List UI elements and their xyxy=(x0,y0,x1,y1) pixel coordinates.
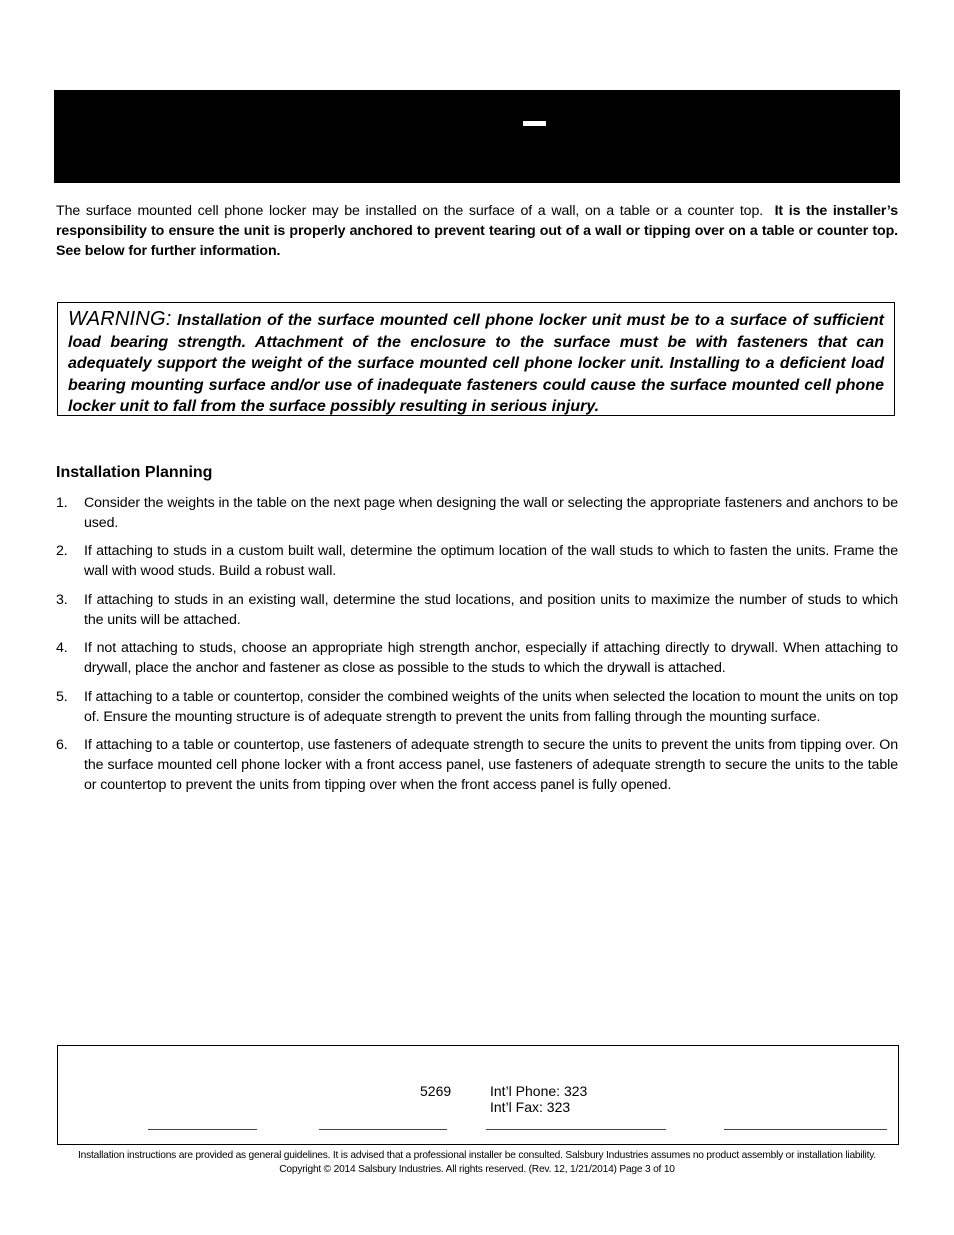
intro-bold-text: It is the installer’s responsibility to ensure the unit is properly anchored to prevent tearing out of a wall or tipping over on a table or counter top. See below for further information. xyxy=(56,203,898,259)
list-item xyxy=(56,688,898,727)
step-text: If attaching to studs in a custom built wall, determine the optimum location of the wall studs to which to fasten the units. Frame the wall with wood studs. Build a robust wall. xyxy=(84,543,898,580)
contact-number: 5269 xyxy=(420,1083,452,1099)
step-text: Consider the weights in the table on the next page when designing the wall or selecting the appropriate fasteners and anchors to be used. xyxy=(84,495,898,531)
installation-planning-heading: Installation Planning xyxy=(56,464,213,481)
list-item xyxy=(56,494,898,533)
step-number: 6. xyxy=(56,737,68,754)
contact-info-box xyxy=(57,1045,899,1145)
list-item xyxy=(56,591,898,630)
step-text: If attaching to a table or countertop, consider the combined weights of the units when selected the location to mount the units on top of. Ensure the mounting structure is of adequate strength to prevent the units from falling through the mounting surface. xyxy=(84,688,898,725)
planning-steps-list xyxy=(56,494,898,805)
list-item xyxy=(56,542,898,581)
step-number: 3. xyxy=(56,591,68,608)
intl-phone: Int’l Phone: 323 xyxy=(490,1083,588,1099)
link-underline-2[interactable] xyxy=(319,1129,447,1130)
footer-disclaimer: Installation instructions are provided as general guidelines. It is advised that a professional installer be consulted. Salsbury Industries assumes no product assembly or installation liability. xyxy=(78,1150,876,1161)
list-item xyxy=(56,736,898,795)
link-underline-1[interactable] xyxy=(148,1129,257,1130)
footer-copyright: Copyright © 2014 Salsbury Industries. All rights reserved. (Rev. 12, 1/21/2014) Page 3 of 10 xyxy=(279,1164,675,1175)
step-text: If not attaching to studs, choose an appropriate high strength anchor, especially if attaching directly to drywall. When attaching to drywall, place the anchor and fastener as close as possible to the studs to which the drywall is attached. xyxy=(84,640,898,677)
intro-paragraph xyxy=(56,201,898,261)
link-underline-3[interactable] xyxy=(486,1129,666,1130)
step-text: If attaching to a table or countertop, use fasteners of adequate strength to secure the units to prevent the units from tipping over. On the surface mounted cell phone locker with a front access panel, use fasteners of adequate strength to secure the units to the table or countertop to prevent the units from tipping over when the front access panel is fully opened. xyxy=(84,737,898,793)
title-banner xyxy=(54,90,900,183)
intl-fax: Int’l Fax: 323 xyxy=(490,1099,571,1115)
banner-dash xyxy=(523,121,546,126)
step-number: 2. xyxy=(56,543,68,560)
contact-phone-fax xyxy=(490,1083,587,1115)
warning-label: WARNING: xyxy=(68,308,172,330)
step-number: 1. xyxy=(56,495,68,511)
step-number: 5. xyxy=(56,688,68,705)
link-underline-4[interactable] xyxy=(724,1129,887,1130)
step-number: 4. xyxy=(56,640,68,657)
warning-text: Installation of the surface mounted cell phone locker unit must be to a surface of sufficient load bearing strength. Attachment of the enclosure to the surface must be with fasteners that can adequately support the weight of the surface mounted cell phone locker unit. Installing to a deficient load bearing mounting surface and/or use of inadequate fasteners could cause the surface mounted cell phone locker unit to fall from the surface possibly resulting in serious injury. xyxy=(68,312,885,416)
page-footer xyxy=(0,1149,954,1177)
warning-box xyxy=(57,302,895,416)
list-item xyxy=(56,639,898,678)
intro-normal-text: The surface mounted cell phone locker may be installed on the surface of a wall, on a table or a counter top. xyxy=(56,203,764,219)
step-text: If attaching to studs in an existing wall, determine the stud locations, and position units to maximize the number of studs to which the units will be attached. xyxy=(84,591,898,628)
